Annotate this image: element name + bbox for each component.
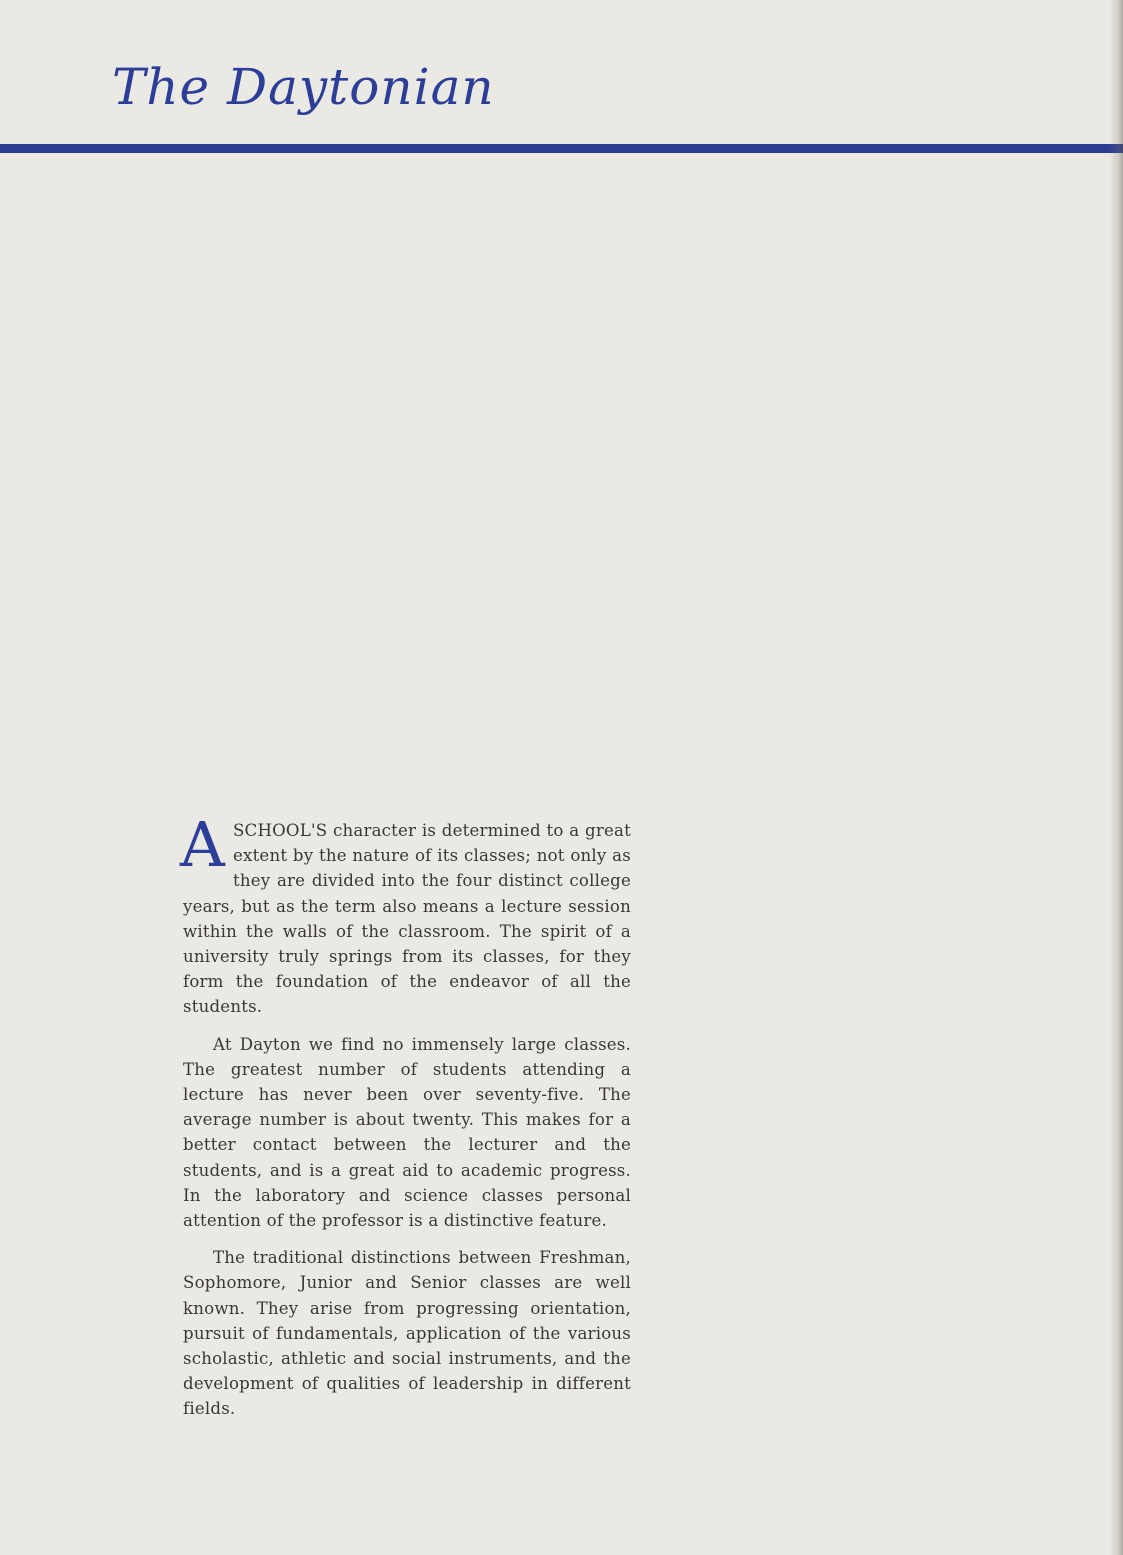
paragraph-1-text: SCHOOL'S character is determined to a great extent by the nature of its classes; not only as they are divided into the four distinct college years, but as the term also means a lecture session within the walls of the classroom. The spirit of a university truly springs from its classes, for they form the foundation of the endeavor of all the students. — [183, 821, 631, 1017]
paragraph-1 — [180, 808, 631, 1020]
page-edge-shadow — [1109, 0, 1123, 1555]
header-rule — [0, 144, 1123, 153]
drop-cap: A — [180, 808, 225, 881]
paragraph-3: The traditional distinctions between Freshman, Sophomore, Junior and Senior classes are well known. They arise from progressing orientation, pursuit of fundamentals, application of the various scholastic, athletic and social instruments, and the development of qualities of leadership in different fields. — [183, 1248, 631, 1419]
page-header-title: The Daytonian — [112, 58, 495, 116]
article-body — [180, 808, 631, 1434]
paragraph-2: At Dayton we find no immensely large classes. The greatest number of students attending a lecture has never been over seventy-five. The average number is about twenty. This makes for a better contact between the lecturer and the students, and is a great aid to academic progress. In the laboratory and science classes personal attention of the professor is a distinctive feature. — [183, 1034, 631, 1231]
